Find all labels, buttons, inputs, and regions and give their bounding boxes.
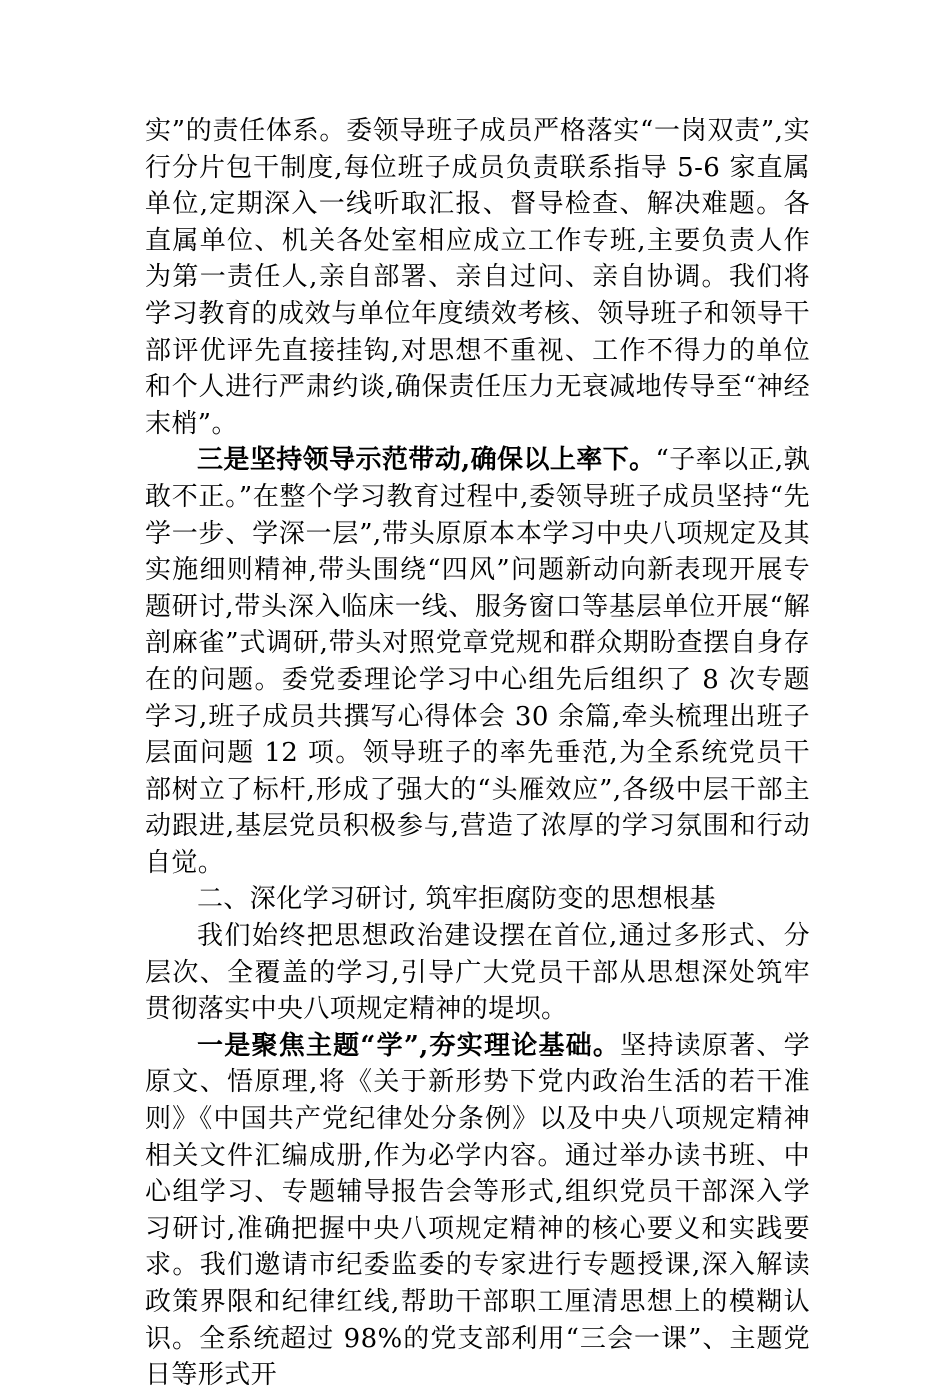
paragraph-theme-study <box>145 1028 810 1394</box>
paragraph-body: 我们始终把思想政治建设摆在首位,通过多形式、分层次、全覆盖的学习,引导广大党员干部从思想深处筑牢贯彻落实中央八项规定精神的堤坝。 <box>145 921 810 1025</box>
paragraph-section-intro <box>145 918 810 1028</box>
paragraph-body: 实”的责任体系。委领导班子成员严格落实“一岗双责”,实行分片包干制度,每位班子成员负责联系指导 5-6 家直属单位,定期深入一线听取汇报、督导检查、解决难题。各直属单位、机关各处室相应成立工作专班,主要负责人作为第一责任人,亲自部署、亲自过问、亲自协调。我们将学习教育的成效与单位年度绩效考核、领导班子和领导干部评优评先直接挂钩,对思想不重视、工作不得力的单位和个人进行严肃约谈,确保责任压力无衰减地传导至“神经末梢”。 <box>145 116 810 439</box>
paragraph-leadership-example <box>145 442 810 881</box>
paragraph-body: 坚持读原著、学原文、悟原理,将《关于新形势下党内政治生活的若干准则》《中国共产党纪律处分条例》以及中央八项规定精神相关文件汇编成册,作为必学内容。通过举办读书班、中心组学习、专题辅导报告会等形式,组织党员干部深入学习研讨,准确把握中央八项规定精神的核心要义和实践要求。我们邀请市纪委监委的专家进行专题授课,深入解读政策界限和纪律红线,帮助干部职工厘清思想上的模糊认识。全系统超过 98%的党支部利用“三会一课”、主题党日等形式开 <box>145 1030 810 1391</box>
paragraph-responsibility-system <box>145 113 810 442</box>
section-heading: 二、深化学习研讨, 筑牢拒腐防变的思想根基 <box>197 884 716 915</box>
paragraph-lead-bold: 三是坚持领导示范带动,确保以上率下。 <box>197 445 656 476</box>
paragraph-lead-bold: 一是聚焦主题“学”,夯实理论基础。 <box>197 1030 621 1061</box>
paragraph-body: “子率以正,孰敢不正。”在整个学习教育过程中,委领导班子成员坚持“先学一步、学深一层”,带头原原本本学习中央八项规定及其实施细则精神,带头围绕“四风”问题新动向新表现开展专题研讨,带头深入临床一线、服务窗口等基层单位开展“解剖麻雀”式调研,带头对照党章党规和群众期盼查摆自身存在的问题。委党委理论学习中心组先后组织了 8 次专题学习,班子成员共撰写心得体会 30 余篇,牵头梳理出班子层面问题 12 项。领导班子的率先垂范,为全系统党员干部树立了标杆,形成了强大的“头雁效应”,各级中层干部主动跟进,基层党员积极参与,营造了浓厚的学习氛围和行动自觉。 <box>145 445 810 878</box>
